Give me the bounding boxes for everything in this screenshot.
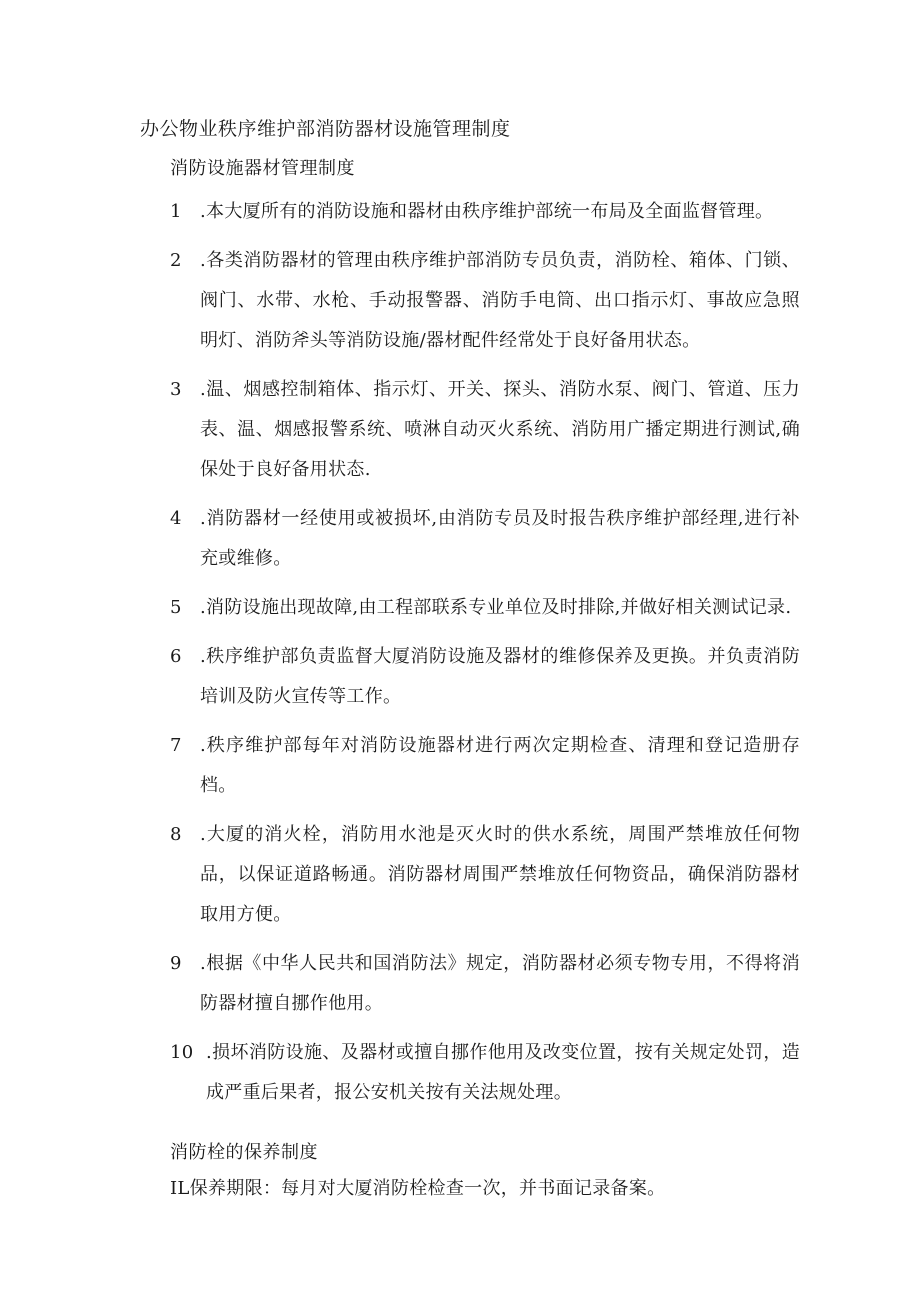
rules-list	[170, 192, 800, 1122]
rule-number: 9	[170, 953, 182, 974]
rule-text: .本大厦所有的消防设施和器材由秩序维护部统一布局及全面监督管理。	[200, 201, 774, 222]
rule-number: 1	[170, 201, 182, 222]
rule-item	[170, 944, 800, 1024]
rule-number: 4	[170, 508, 182, 529]
section-heading-equipment-management: 消防设施器材管理制度	[170, 158, 355, 179]
rule-item	[170, 1033, 800, 1113]
rule-text: .大厦的消火栓，消防用水池是灭火时的供水系统，周围严禁堆放任何物品，以保证道路畅通。消防器材周围严禁堆放任何物资品，确保消防器材取用方便。	[200, 824, 800, 925]
section-heading-hydrant-maintenance: 消防栓的保养制度	[170, 1142, 318, 1163]
rule-number: 5	[170, 597, 182, 618]
rule-text: .根据《中华人民共和国消防法》规定，消防器材必须专物专用，不得将消防器材擅自挪作他用。	[200, 953, 800, 1014]
rule-item	[170, 588, 800, 628]
rule-text: .秩序维护部负责监督大厦消防设施及器材的维修保养及更换。并负责消防培训及防火宣传等工作。	[200, 646, 800, 707]
rule-text: .各类消防器材的管理由秩序维护部消防专员负责，消防栓、箱体、门锁、阀门、水带、水枪、手动报警器、消防手电筒、出口指示灯、事故应急照明灯、消防斧头等消防设施/器材配件经常处于良好备用状态。	[200, 250, 800, 351]
rule-text: .消防设施出现故障,由工程部联系专业单位及时排除,并做好相关测试记录.	[200, 597, 792, 618]
rule-number: 2	[170, 250, 182, 271]
rule-text: .损坏消防设施、及器材或擅自挪作他用及改变位置，按有关规定处罚，造成严重后果者，报公安机关按有关法规处理。	[206, 1042, 800, 1103]
document-title: 办公物业秩序维护部消防器材设施管理制度	[140, 118, 511, 140]
rule-text: .消防器材一经使用或被损坏,由消防专员及时报告秩序维护部经理,进行补充或维修。	[200, 508, 800, 569]
rule-item	[170, 815, 800, 935]
rule-item	[170, 637, 800, 717]
rule-number: 8	[170, 824, 182, 845]
rule-item	[170, 241, 800, 361]
rule-text: .秩序维护部每年对消防设施器材进行两次定期检查、清理和登记造册存档。	[200, 735, 800, 796]
rule-item	[170, 370, 800, 490]
maintenance-period-line: IL保养期限：每月对大厦消防栓检查一次，并书面记录备案。	[170, 1178, 666, 1199]
rule-item	[170, 192, 800, 232]
rule-item	[170, 726, 800, 806]
rule-number: 3	[170, 379, 182, 400]
rule-number: 7	[170, 735, 182, 756]
rule-number: 10	[170, 1042, 194, 1063]
rule-number: 6	[170, 646, 182, 667]
rule-text: .温、烟感控制箱体、指示灯、开关、探头、消防水泵、阀门、管道、压力表、温、烟感报警系统、喷淋自动灭火系统、消防用广播定期进行测试,确保处于良好备用状态.	[200, 379, 800, 480]
rule-item	[170, 499, 800, 579]
